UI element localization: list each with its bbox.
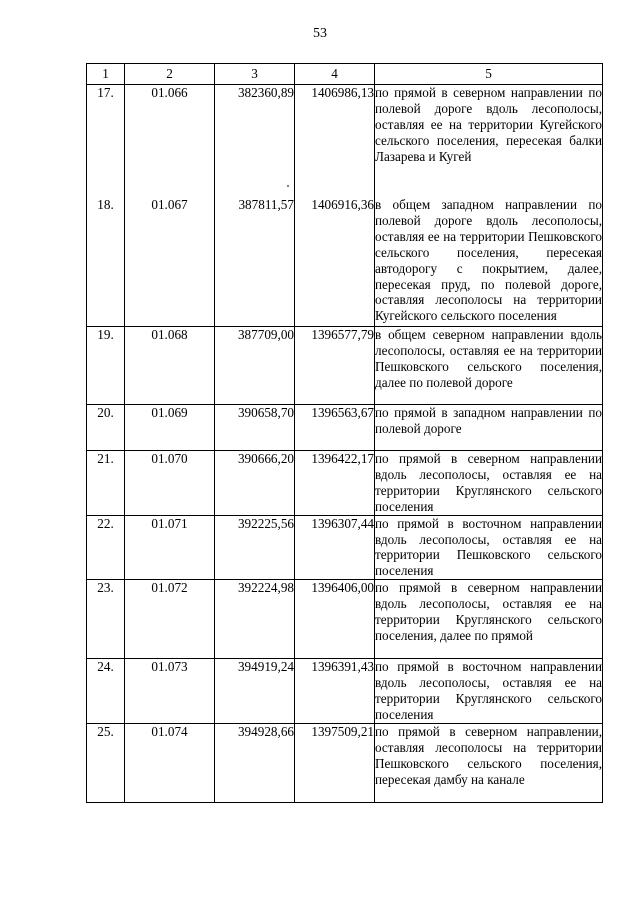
table-row — [87, 451, 603, 516]
x-coordinate: 387709,00 — [215, 327, 295, 405]
table-row — [87, 515, 603, 580]
point-code: 01.070 — [125, 451, 215, 516]
column-header: 3 — [215, 64, 295, 85]
table-header-row — [87, 64, 603, 85]
segment-description: по прямой в северном направлении вдоль лесополосы, оставляя ее на территории Круглянского сельского поселения, далее по прямой — [375, 580, 603, 659]
segment-description: в общем северном направлении вдоль лесополосы, оставляя ее на территории Пешковского сельского поселения, далее по полевой дороге — [375, 327, 603, 405]
point-code: 01.071 — [125, 515, 215, 580]
segment-description: по прямой в восточном направлении вдоль лесополосы, оставляя ее на территории Пешковского сельского поселения — [375, 515, 602, 579]
segment-description: по прямой в северном направлении, оставляя лесополосы на территории Пешковского сельского поселения, пересекая дамбу на канале — [375, 723, 603, 802]
table-row — [87, 85, 603, 327]
x-coordinate: 394919,24 — [215, 659, 295, 724]
table-row — [87, 659, 603, 724]
y-coordinate: 1396422,17 — [295, 451, 375, 516]
x-coordinate: 387811,57 — [238, 197, 294, 212]
scan-speck — [287, 185, 289, 187]
segment-description: по прямой в северном направлении вдоль лесополосы, оставляя ее на территории Круглянского сельского поселения — [375, 451, 602, 514]
y-coordinate: 1397509,21 — [295, 723, 375, 802]
point-code: 01.066 — [151, 85, 188, 100]
point-code: 01.074 — [125, 723, 215, 802]
table-row — [87, 405, 603, 451]
row-number: 18. — [97, 197, 114, 212]
row-number: 20. — [87, 405, 125, 451]
page-number: 53 — [313, 26, 327, 41]
x-coordinate: 394928,66 — [215, 723, 295, 802]
column-header: 4 — [295, 64, 375, 85]
y-coordinate: 1396563,67 — [295, 405, 375, 451]
column-header: 5 — [375, 64, 603, 85]
y-coordinate: 1406916,36 — [311, 197, 374, 212]
point-code: 01.067 — [151, 197, 188, 212]
table-row — [87, 327, 603, 405]
row-number: 21. — [87, 451, 125, 516]
x-coordinate: 390666,20 — [215, 451, 295, 516]
row-number: 23. — [87, 580, 125, 659]
y-coordinate: 1396577,79 — [295, 327, 375, 405]
x-coordinate: 390658,70 — [215, 405, 295, 451]
y-coordinate-cell — [295, 85, 375, 327]
segment-description: по прямой в западном направлении по полевой дороге — [375, 405, 603, 451]
segment-description: в общем западном направлении по полевой дороге вдоль лесополосы, оставляя ее на территории Пешковского сельского поселения, пересекая автодорогу с покрытием, далее, пересекая пруд, по полевой дороге, оставляя лесополосы на территории Кугейского сельского поселения — [375, 197, 602, 324]
column-header: 1 — [87, 64, 125, 85]
row-number: 17. — [97, 85, 114, 100]
table-row — [87, 723, 603, 802]
point-code: 01.069 — [125, 405, 215, 451]
point-code: 01.073 — [125, 659, 215, 724]
y-coordinate: 1406986,13 — [311, 85, 374, 100]
column-header: 2 — [125, 64, 215, 85]
y-coordinate: 1396391,43 — [295, 659, 375, 724]
point-code: 01.068 — [125, 327, 215, 405]
segment-description: по прямой в восточном направлении вдоль лесополосы, оставляя ее на территории Круглянского сельского поселения — [375, 659, 602, 722]
row-number: 25. — [87, 723, 125, 802]
point-code-cell — [125, 85, 215, 327]
row-number: 22. — [87, 515, 125, 580]
table-row — [87, 580, 603, 659]
segment-description: по прямой в северном направлении по полевой дороге вдоль лесополосы, оставляя ее на территории Кугейского сельского поселения, пересекая балки Лазарева и Кугей — [375, 85, 602, 164]
row-number: 24. — [87, 659, 125, 724]
point-code: 01.072 — [125, 580, 215, 659]
y-coordinate: 1396406,00 — [295, 580, 375, 659]
description-cell — [375, 85, 603, 327]
x-coordinate: 382360,89 — [237, 85, 294, 100]
row-number-cell — [87, 85, 125, 327]
x-coordinate-cell — [215, 85, 295, 327]
boundary-table — [86, 63, 603, 803]
y-coordinate: 1396307,44 — [295, 515, 375, 580]
x-coordinate: 392225,56 — [215, 515, 295, 580]
row-number: 19. — [87, 327, 125, 405]
x-coordinate: 392224,98 — [215, 580, 295, 659]
